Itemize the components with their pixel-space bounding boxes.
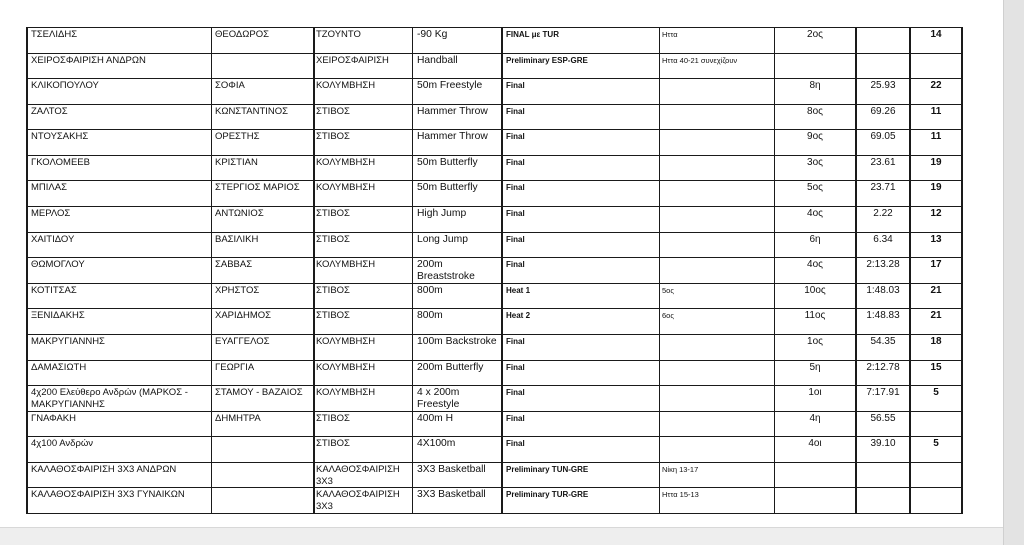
cell-phase: Final bbox=[503, 361, 660, 387]
cell-rank: 4οι bbox=[775, 437, 857, 463]
table-row bbox=[28, 207, 963, 233]
cell-phase: Final bbox=[503, 335, 660, 361]
cell-mark: 23.71 bbox=[857, 181, 911, 207]
cell-note bbox=[660, 258, 775, 284]
cell-first-name: ΘΕΟΔΩΡΟΣ bbox=[212, 28, 315, 54]
cell-note bbox=[660, 437, 775, 463]
cell-mark: 54.35 bbox=[857, 335, 911, 361]
cell-points: 11 bbox=[911, 105, 963, 131]
cell-rank: 9ος bbox=[775, 130, 857, 156]
cell-sport: ΚΟΛΥΜΒΗΣΗ bbox=[315, 386, 413, 412]
cell-mark: 2:12.78 bbox=[857, 361, 911, 387]
cell-note bbox=[660, 130, 775, 156]
cell-event: Handball bbox=[413, 54, 503, 80]
cell-points bbox=[911, 488, 963, 514]
cell-note bbox=[660, 79, 775, 105]
cell-surname: ΞΕΝΙΔΑΚΗΣ bbox=[28, 309, 212, 335]
cell-surname: ΚΛΙΚΟΠΟΥΛΟΥ bbox=[28, 79, 212, 105]
cell-rank bbox=[775, 488, 857, 514]
cell-phase: Final bbox=[503, 233, 660, 259]
cell-phase: FINAL με TUR bbox=[503, 28, 660, 54]
table-row bbox=[28, 463, 963, 489]
cell-phase: Final bbox=[503, 181, 660, 207]
cell-first-name bbox=[212, 54, 315, 80]
cell-sport: ΣΤΙΒΟΣ bbox=[315, 207, 413, 233]
cell-note: 5ος bbox=[660, 284, 775, 310]
cell-points: 14 bbox=[911, 28, 963, 54]
cell-points: 5 bbox=[911, 437, 963, 463]
cell-first-name: ΑΝΤΩΝΙΟΣ bbox=[212, 207, 315, 233]
cell-event: 200m Butterfly bbox=[413, 361, 503, 387]
cell-rank: 3ος bbox=[775, 156, 857, 182]
cell-surname: ΚΟΤΙΤΣΑΣ bbox=[28, 284, 212, 310]
cell-surname: ΧΑΙΤΙΔΟΥ bbox=[28, 233, 212, 259]
cell-sport: ΚΟΛΥΜΒΗΣΗ bbox=[315, 258, 413, 284]
cell-rank: 11ος bbox=[775, 309, 857, 335]
cell-points bbox=[911, 54, 963, 80]
table-row bbox=[28, 156, 963, 182]
cell-event: 4 x 200m Freestyle bbox=[413, 386, 503, 412]
cell-surname: ΓΝΑΦΑΚΗ bbox=[28, 412, 212, 438]
cell-mark: 25.93 bbox=[857, 79, 911, 105]
cell-phase: Final bbox=[503, 207, 660, 233]
cell-note: Νίκη 13-17 bbox=[660, 463, 775, 489]
cell-first-name bbox=[212, 488, 315, 514]
table-row bbox=[28, 233, 963, 259]
cell-rank bbox=[775, 54, 857, 80]
cell-rank: 5η bbox=[775, 361, 857, 387]
cell-phase: Heat 1 bbox=[503, 284, 660, 310]
cell-phase: Final bbox=[503, 105, 660, 131]
cell-note bbox=[660, 412, 775, 438]
cell-points: 19 bbox=[911, 181, 963, 207]
cell-first-name: ΧΡΗΣΤΟΣ bbox=[212, 284, 315, 310]
cell-first-name: ΣΑΒΒΑΣ bbox=[212, 258, 315, 284]
table-row bbox=[28, 258, 963, 284]
table-row bbox=[28, 130, 963, 156]
cell-event: Hammer Throw bbox=[413, 105, 503, 131]
cell-first-name: ΣΤΑΜΟΥ - ΒΑΖΑΙΟΣ bbox=[212, 386, 315, 412]
cell-first-name: ΒΑΣΙΛΙΚΗ bbox=[212, 233, 315, 259]
cell-mark: 2:13.28 bbox=[857, 258, 911, 284]
table-row bbox=[28, 309, 963, 335]
cell-event: -90 Kg bbox=[413, 28, 503, 54]
cell-note: Ηττα bbox=[660, 28, 775, 54]
cell-phase: Final bbox=[503, 79, 660, 105]
cell-rank: 4ος bbox=[775, 258, 857, 284]
table-row bbox=[28, 54, 963, 80]
cell-note bbox=[660, 181, 775, 207]
cell-mark: 2.22 bbox=[857, 207, 911, 233]
cell-first-name: ΕΥΑΓΓΕΛΟΣ bbox=[212, 335, 315, 361]
cell-rank: 6η bbox=[775, 233, 857, 259]
cell-points: 21 bbox=[911, 309, 963, 335]
page-edge-right bbox=[1003, 0, 1024, 545]
cell-surname: ΘΩΜΟΓΛΟΥ bbox=[28, 258, 212, 284]
cell-event: 50m Freestyle bbox=[413, 79, 503, 105]
cell-mark: 7:17.91 bbox=[857, 386, 911, 412]
cell-points: 22 bbox=[911, 79, 963, 105]
cell-sport: ΣΤΙΒΟΣ bbox=[315, 437, 413, 463]
table-row bbox=[28, 181, 963, 207]
cell-surname: ΧΕΙΡΟΣΦΑΙΡΙΣΗ ΑΝΔΡΩΝ bbox=[28, 54, 212, 80]
cell-sport: ΚΟΛΥΜΒΗΣΗ bbox=[315, 79, 413, 105]
table-row bbox=[28, 437, 963, 463]
cell-points bbox=[911, 463, 963, 489]
cell-surname: ΓΚΟΛΟΜΕΕΒ bbox=[28, 156, 212, 182]
cell-phase: Final bbox=[503, 437, 660, 463]
cell-first-name: ΣΟΦΙΑ bbox=[212, 79, 315, 105]
cell-first-name: ΔΗΜΗΤΡΑ bbox=[212, 412, 315, 438]
cell-rank: 8ος bbox=[775, 105, 857, 131]
cell-event: Long Jump bbox=[413, 233, 503, 259]
table-row bbox=[28, 335, 963, 361]
cell-event: 50m Butterfly bbox=[413, 181, 503, 207]
cell-rank: 1ος bbox=[775, 335, 857, 361]
cell-surname: ΜΠΙΛΑΣ bbox=[28, 181, 212, 207]
cell-sport: ΚΑΛΑΘΟΣΦΑΙΡΙΣΗ 3Χ3 bbox=[315, 463, 413, 489]
cell-phase: Preliminary TUR-GRE bbox=[503, 488, 660, 514]
cell-mark bbox=[857, 463, 911, 489]
cell-event: 50m Butterfly bbox=[413, 156, 503, 182]
cell-points: 18 bbox=[911, 335, 963, 361]
cell-sport: ΣΤΙΒΟΣ bbox=[315, 284, 413, 310]
cell-note bbox=[660, 335, 775, 361]
cell-rank: 2ος bbox=[775, 28, 857, 54]
cell-phase: Final bbox=[503, 412, 660, 438]
cell-surname: ΖΑΛΤΟΣ bbox=[28, 105, 212, 131]
cell-rank: 10ος bbox=[775, 284, 857, 310]
cell-rank: 1οι bbox=[775, 386, 857, 412]
cell-event: 100m Backstroke bbox=[413, 335, 503, 361]
cell-event: 4X100m bbox=[413, 437, 503, 463]
cell-note bbox=[660, 207, 775, 233]
cell-event: High Jump bbox=[413, 207, 503, 233]
cell-event: 3X3 Basketball bbox=[413, 488, 503, 514]
cell-sport: ΚΟΛΥΜΒΗΣΗ bbox=[315, 156, 413, 182]
page-edge-bottom bbox=[0, 527, 1003, 545]
cell-surname: ΔΑΜΑΣΙΩΤΗ bbox=[28, 361, 212, 387]
cell-first-name: ΧΑΡΙΔΗΜΟΣ bbox=[212, 309, 315, 335]
cell-phase: Final bbox=[503, 386, 660, 412]
cell-mark: 56.55 bbox=[857, 412, 911, 438]
cell-sport: ΤΖΟΥΝΤΟ bbox=[315, 28, 413, 54]
cell-first-name: ΚΩΝΣΤΑΝΤΙΝΟΣ bbox=[212, 105, 315, 131]
cell-phase: Final bbox=[503, 130, 660, 156]
cell-event: 800m bbox=[413, 309, 503, 335]
cell-phase: Heat 2 bbox=[503, 309, 660, 335]
table-row bbox=[28, 412, 963, 438]
cell-mark bbox=[857, 28, 911, 54]
cell-note bbox=[660, 105, 775, 131]
cell-sport: ΚΟΛΥΜΒΗΣΗ bbox=[315, 361, 413, 387]
cell-rank: 4ος bbox=[775, 207, 857, 233]
cell-rank: 8η bbox=[775, 79, 857, 105]
table-row bbox=[28, 79, 963, 105]
cell-sport: ΣΤΙΒΟΣ bbox=[315, 309, 413, 335]
cell-event: 400m H bbox=[413, 412, 503, 438]
cell-first-name: ΚΡΙΣΤΙΑΝ bbox=[212, 156, 315, 182]
cell-rank: 5ος bbox=[775, 181, 857, 207]
cell-surname: ΝΤΟΥΣΑΚΗΣ bbox=[28, 130, 212, 156]
cell-mark bbox=[857, 54, 911, 80]
cell-sport: ΣΤΙΒΟΣ bbox=[315, 130, 413, 156]
cell-note bbox=[660, 386, 775, 412]
cell-event: 3X3 Basketball bbox=[413, 463, 503, 489]
cell-event: 200m Breaststroke bbox=[413, 258, 503, 284]
cell-sport: ΚΟΛΥΜΒΗΣΗ bbox=[315, 335, 413, 361]
cell-surname: 4χ100 Ανδρών bbox=[28, 437, 212, 463]
cell-event: Hammer Throw bbox=[413, 130, 503, 156]
cell-points: 17 bbox=[911, 258, 963, 284]
cell-mark: 1:48.83 bbox=[857, 309, 911, 335]
cell-sport: ΣΤΙΒΟΣ bbox=[315, 105, 413, 131]
cell-first-name bbox=[212, 463, 315, 489]
table-row bbox=[28, 28, 963, 54]
table-row bbox=[28, 488, 963, 514]
cell-surname: ΤΣΕΛΙΔΗΣ bbox=[28, 28, 212, 54]
cell-mark: 69.26 bbox=[857, 105, 911, 131]
cell-phase: Final bbox=[503, 258, 660, 284]
cell-first-name: ΟΡΕΣΤΗΣ bbox=[212, 130, 315, 156]
cell-points: 12 bbox=[911, 207, 963, 233]
cell-points: 5 bbox=[911, 386, 963, 412]
cell-event: 800m bbox=[413, 284, 503, 310]
cell-surname: 4χ200 Ελεύθερο Ανδρών (ΜΑΡΚΟΣ - ΜΑΚΡΥΓΙΑΝΝΗΣ bbox=[28, 386, 212, 412]
cell-note bbox=[660, 156, 775, 182]
cell-sport: ΧΕΙΡΟΣΦΑΙΡΙΣΗ bbox=[315, 54, 413, 80]
cell-note: 6ος bbox=[660, 309, 775, 335]
cell-points: 19 bbox=[911, 156, 963, 182]
cell-points: 13 bbox=[911, 233, 963, 259]
cell-mark: 6.34 bbox=[857, 233, 911, 259]
cell-points: 21 bbox=[911, 284, 963, 310]
table-row bbox=[28, 361, 963, 387]
cell-mark: 69.05 bbox=[857, 130, 911, 156]
cell-mark bbox=[857, 488, 911, 514]
table-row bbox=[28, 284, 963, 310]
cell-mark: 39.10 bbox=[857, 437, 911, 463]
cell-points: 11 bbox=[911, 130, 963, 156]
cell-points: 15 bbox=[911, 361, 963, 387]
cell-sport: ΣΤΙΒΟΣ bbox=[315, 412, 413, 438]
cell-note: Ηττα 40-21 συνεχίζουν bbox=[660, 54, 775, 80]
cell-surname: ΜΕΡΛΟΣ bbox=[28, 207, 212, 233]
cell-points bbox=[911, 412, 963, 438]
table-row bbox=[28, 386, 963, 412]
cell-phase: Preliminary ESP-GRE bbox=[503, 54, 660, 80]
cell-surname: ΚΑΛΑΘΟΣΦΑΙΡΙΣΗ 3Χ3 ΓΥΝΑΙΚΩΝ bbox=[28, 488, 212, 514]
cell-phase: Final bbox=[503, 156, 660, 182]
cell-sport: ΚΟΛΥΜΒΗΣΗ bbox=[315, 181, 413, 207]
results-table bbox=[26, 27, 963, 514]
cell-surname: ΜΑΚΡΥΓΙΑΝΝΗΣ bbox=[28, 335, 212, 361]
cell-sport: ΚΑΛΑΘΟΣΦΑΙΡΙΣΗ 3Χ3 bbox=[315, 488, 413, 514]
cell-first-name bbox=[212, 437, 315, 463]
cell-phase: Preliminary TUN-GRE bbox=[503, 463, 660, 489]
table-row bbox=[28, 105, 963, 131]
cell-note bbox=[660, 361, 775, 387]
cell-mark: 23.61 bbox=[857, 156, 911, 182]
cell-mark: 1:48.03 bbox=[857, 284, 911, 310]
cell-first-name: ΓΕΩΡΓΙΑ bbox=[212, 361, 315, 387]
cell-rank bbox=[775, 463, 857, 489]
cell-rank: 4η bbox=[775, 412, 857, 438]
cell-note bbox=[660, 233, 775, 259]
cell-first-name: ΣΤΕΡΓΙΟΣ ΜΑΡΙΟΣ bbox=[212, 181, 315, 207]
cell-sport: ΣΤΙΒΟΣ bbox=[315, 233, 413, 259]
cell-surname: ΚΑΛΑΘΟΣΦΑΙΡΙΣΗ 3Χ3 ΑΝΔΡΩΝ bbox=[28, 463, 212, 489]
cell-note: Ηττα 15-13 bbox=[660, 488, 775, 514]
